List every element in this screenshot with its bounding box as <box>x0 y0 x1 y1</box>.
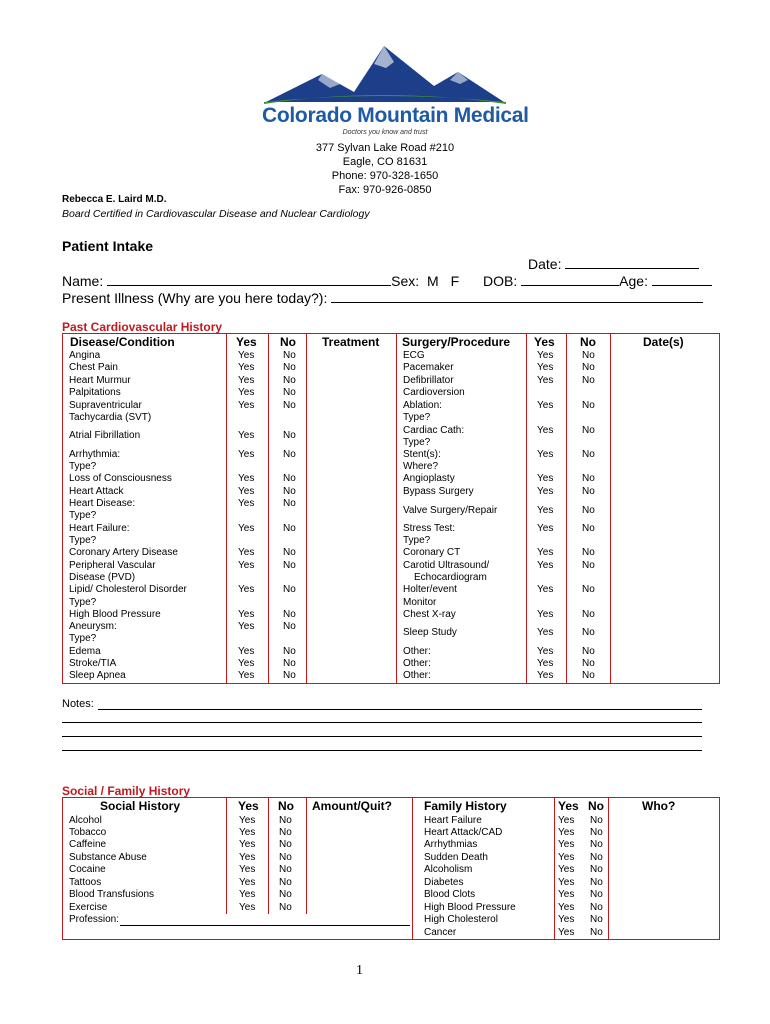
condition-row-yes-option[interactable]: Yes <box>238 584 255 595</box>
procedure-row-yes-option[interactable]: Yes <box>537 473 554 484</box>
condition-row-label: Heart Disease: <box>69 498 136 509</box>
family-row-no-option[interactable]: No <box>590 877 603 888</box>
dob-label: DOB: <box>483 273 518 289</box>
procedure-row-label: Cardiac Cath: <box>403 425 465 436</box>
illness-field[interactable] <box>331 290 703 303</box>
procedure-row-label: Stent(s): <box>403 449 441 460</box>
notes-line[interactable] <box>62 722 702 723</box>
procedure-row-no-option[interactable]: No <box>582 627 595 638</box>
header-dates: Date(s) <box>643 335 684 349</box>
condition-row-yes-option[interactable]: Yes <box>238 350 255 361</box>
social-row-yes-option[interactable]: Yes <box>239 815 256 826</box>
social-row-no-option[interactable]: No <box>279 815 292 826</box>
procedure-row-label: Bypass Surgery <box>403 486 474 497</box>
procedure-row-no-option[interactable]: No <box>582 670 595 681</box>
condition-row-label: Heart Attack <box>69 486 124 497</box>
header-social-yes: Yes <box>238 799 259 813</box>
address-city: Eagle, CO 81631 <box>342 156 428 168</box>
condition-row-label: Tachycardia (SVT) <box>69 412 152 423</box>
social-row-no-option[interactable]: No <box>279 864 292 875</box>
notes-label: Notes: <box>62 698 94 710</box>
condition-row-label: Atrial Fibrillation <box>69 430 141 441</box>
procedure-row-no-option[interactable]: No <box>582 560 595 571</box>
condition-row-label: Angina <box>69 350 101 361</box>
family-row-yes-option[interactable]: Yes <box>558 839 575 850</box>
procedure-row-yes-option[interactable]: Yes <box>537 658 554 669</box>
condition-row-no-option[interactable]: No <box>283 498 296 509</box>
procedure-row-yes-option[interactable]: Yes <box>537 646 554 657</box>
procedure-row-no-option[interactable]: No <box>582 547 595 558</box>
header-yes: Yes <box>236 335 257 349</box>
procedure-row-no-option[interactable]: No <box>582 375 595 386</box>
phone: Phone: 970-328-1650 <box>331 170 439 182</box>
condition-row-label: Aneurysm: <box>69 621 117 632</box>
family-row-label: Arrhythmias <box>424 839 478 850</box>
social-row-label: Blood Transfusions <box>69 889 155 900</box>
condition-row-yes-option[interactable]: Yes <box>238 547 255 558</box>
family-row-label: Heart Failure <box>424 815 482 826</box>
procedure-row-no-option[interactable]: No <box>582 646 595 657</box>
condition-row-yes-option[interactable]: Yes <box>238 609 255 620</box>
family-row-no-option[interactable]: No <box>590 927 603 938</box>
procedure-row-yes-option[interactable]: Yes <box>537 425 554 436</box>
family-row-yes-option[interactable]: Yes <box>558 927 575 938</box>
condition-row-yes-option[interactable]: Yes <box>238 473 255 484</box>
procedure-row-label: Coronary CT <box>403 547 461 558</box>
age-field[interactable] <box>652 273 712 286</box>
procedure-row-yes-option[interactable]: Yes <box>537 362 554 373</box>
condition-row-yes-option[interactable]: Yes <box>238 400 255 411</box>
condition-row-yes-option[interactable]: Yes <box>238 670 255 681</box>
cardio-table <box>62 333 720 684</box>
sex-m-option[interactable]: M <box>427 273 439 289</box>
family-row-label: Blood Clots <box>424 889 476 900</box>
header-treatment: Treatment <box>322 335 380 349</box>
condition-row-no-option[interactable]: No <box>283 362 296 373</box>
family-row-label: Diabetes <box>424 877 464 888</box>
condition-row-yes-option[interactable]: Yes <box>238 387 255 398</box>
procedure-row-no-option[interactable]: No <box>582 473 595 484</box>
condition-row-label: Type? <box>69 597 97 608</box>
header-yes2: Yes <box>534 335 555 349</box>
condition-row-label: Lipid/ Cholesterol Disorder <box>69 584 187 595</box>
procedure-row-yes-option[interactable]: Yes <box>537 560 554 571</box>
social-row-label: Profession: <box>69 914 120 925</box>
family-row-yes-option[interactable]: Yes <box>558 877 575 888</box>
header-family-no: No <box>588 799 604 813</box>
condition-row-no-option[interactable]: No <box>283 560 296 571</box>
family-row-no-option[interactable]: No <box>590 914 603 925</box>
condition-row-label: Chest Pain <box>69 362 118 373</box>
procedure-row-no-option[interactable]: No <box>582 609 595 620</box>
brand-name: Colorado Mountain Medical <box>262 104 529 127</box>
name-field[interactable] <box>107 273 391 286</box>
procedure-row-no-option[interactable]: No <box>582 505 595 516</box>
social-row-no-option[interactable]: No <box>279 877 292 888</box>
procedure-row-label: Ablation: <box>403 400 442 411</box>
cardio-section-title: Past Cardiovascular History <box>62 320 223 334</box>
social-row-label: Alcohol <box>69 815 102 826</box>
condition-row-label: Sleep Apnea <box>69 670 126 681</box>
family-row-no-option[interactable]: No <box>590 852 603 863</box>
family-row-no-option[interactable]: No <box>590 864 603 875</box>
condition-row-no-option[interactable]: No <box>283 646 296 657</box>
social-section-title: Social / Family History <box>62 784 191 798</box>
condition-row-no-option[interactable]: No <box>283 584 296 595</box>
procedure-row-no-option[interactable]: No <box>582 400 595 411</box>
condition-row-no-option[interactable]: No <box>283 523 296 534</box>
profession-field[interactable] <box>120 925 410 926</box>
family-row-yes-option[interactable]: Yes <box>558 815 575 826</box>
procedure-row-label: Type? <box>403 437 431 448</box>
social-row-no-option[interactable]: No <box>279 852 292 863</box>
condition-row-no-option[interactable]: No <box>283 400 296 411</box>
social-row-label: Caffeine <box>69 839 107 850</box>
social-row-no-option[interactable]: No <box>279 889 292 900</box>
condition-row-yes-option[interactable]: Yes <box>238 430 255 441</box>
family-row-yes-option[interactable]: Yes <box>558 902 575 913</box>
procedure-row-label: Echocardiogram <box>414 572 487 583</box>
procedure-row-label: Pacemaker <box>403 362 454 373</box>
condition-row-yes-option[interactable]: Yes <box>238 498 255 509</box>
procedure-row-label: Defibrillator <box>403 375 454 386</box>
condition-row-no-option[interactable]: No <box>283 387 296 398</box>
procedure-row-yes-option[interactable]: Yes <box>537 584 554 595</box>
condition-row-label: Heart Murmur <box>69 375 131 386</box>
procedure-row-label: Type? <box>403 535 431 546</box>
procedure-row-yes-option[interactable]: Yes <box>537 523 554 534</box>
condition-row-label: Type? <box>69 535 97 546</box>
procedure-row-yes-option[interactable]: Yes <box>537 609 554 620</box>
social-row-yes-option[interactable]: Yes <box>239 839 256 850</box>
family-row-label: Cancer <box>424 927 457 938</box>
family-row-no-option[interactable]: No <box>590 827 603 838</box>
family-row-yes-option[interactable]: Yes <box>558 852 575 863</box>
age-label: Age: <box>619 273 648 289</box>
condition-row-label: Type? <box>69 461 97 472</box>
procedure-row-no-option[interactable]: No <box>582 449 595 460</box>
family-row-yes-option[interactable]: Yes <box>558 889 575 900</box>
header-amount: Amount/Quit? <box>312 799 392 813</box>
family-row-no-option[interactable]: No <box>590 889 603 900</box>
condition-row-yes-option[interactable]: Yes <box>238 449 255 460</box>
social-row-yes-option[interactable]: Yes <box>239 877 256 888</box>
procedure-row-label: Valve Surgery/Repair <box>403 505 498 516</box>
fax: Fax: 970-926-0850 <box>338 184 432 196</box>
condition-row-yes-option[interactable]: Yes <box>238 658 255 669</box>
procedure-row-label: Other: <box>403 658 431 669</box>
procedure-row-no-option[interactable]: No <box>582 486 595 497</box>
procedure-row-no-option[interactable]: No <box>582 350 595 361</box>
procedure-row-label: Type? <box>403 412 431 423</box>
procedure-row-yes-option[interactable]: Yes <box>537 400 554 411</box>
condition-row-label: Heart Failure: <box>69 523 130 534</box>
family-row-label: Heart Attack/CAD <box>424 827 503 838</box>
procedure-row-yes-option[interactable]: Yes <box>537 670 554 681</box>
condition-row-label: Peripheral Vascular <box>69 560 156 571</box>
condition-row-no-option[interactable]: No <box>283 449 296 460</box>
procedure-row-label: Angioplasty <box>403 473 455 484</box>
condition-row-label: Supraventricular <box>69 400 142 411</box>
header-social: Social History <box>100 799 181 813</box>
condition-row-no-option[interactable]: No <box>283 350 296 361</box>
condition-row-no-option[interactable]: No <box>283 658 296 669</box>
condition-row-yes-option[interactable]: Yes <box>238 646 255 657</box>
header-no: No <box>280 335 296 349</box>
procedure-row-yes-option[interactable]: Yes <box>537 350 554 361</box>
notes-line[interactable] <box>62 736 702 737</box>
social-row-label: Tobacco <box>69 827 107 838</box>
condition-row-label: Type? <box>69 510 97 521</box>
social-row-yes-option[interactable]: Yes <box>239 827 256 838</box>
header-social-no: No <box>278 799 294 813</box>
procedure-row-yes-option[interactable]: Yes <box>537 505 554 516</box>
condition-row-yes-option[interactable]: Yes <box>238 375 255 386</box>
condition-row-yes-option[interactable]: Yes <box>238 621 255 632</box>
social-row-yes-option[interactable]: Yes <box>239 852 256 863</box>
sex-label: Sex: <box>391 273 420 289</box>
page-number: 1 <box>356 963 363 978</box>
procedure-row-label: Chest X-ray <box>403 609 456 620</box>
social-row-label: Cocaine <box>69 864 106 875</box>
date-field[interactable] <box>565 256 699 269</box>
social-row-label: Exercise <box>69 902 108 913</box>
doctor-certification: Board Certified in Cardiovascular Disease and Nuclear Cardiology <box>62 208 370 220</box>
procedure-row-yes-option[interactable]: Yes <box>537 449 554 460</box>
illness-label: Present Illness (Why are you here today?): <box>62 290 328 306</box>
header-who: Who? <box>642 799 676 813</box>
procedure-row-no-option[interactable]: No <box>582 658 595 669</box>
social-row-label: Substance Abuse <box>69 852 147 863</box>
condition-row-no-option[interactable]: No <box>283 430 296 441</box>
family-row-yes-option[interactable]: Yes <box>558 864 575 875</box>
illness-row <box>62 290 703 306</box>
condition-row-label: Stroke/TIA <box>69 658 117 669</box>
procedure-row-label: Other: <box>403 670 431 681</box>
condition-row-label: Loss of Consciousness <box>69 473 172 484</box>
condition-row-label: Disease (PVD) <box>69 572 136 583</box>
family-row-yes-option[interactable]: Yes <box>558 914 575 925</box>
family-row-label: Alcoholism <box>424 864 473 875</box>
dob-field[interactable] <box>521 273 619 286</box>
name-label: Name: <box>62 273 104 289</box>
procedure-row-yes-option[interactable]: Yes <box>537 486 554 497</box>
family-row-no-option[interactable]: No <box>590 839 603 850</box>
date-label: Date: <box>528 256 562 272</box>
condition-row-label: High Blood Pressure <box>69 609 161 620</box>
social-row-yes-option[interactable]: Yes <box>239 889 256 900</box>
header-disease: Disease/Condition <box>70 335 175 349</box>
name-row <box>62 273 712 289</box>
family-row-label: High Blood Pressure <box>424 902 516 913</box>
condition-row-no-option[interactable]: No <box>283 621 296 632</box>
condition-row-label: Edema <box>69 646 101 657</box>
condition-row-label: Arrhythmia: <box>69 449 121 460</box>
social-row-no-option[interactable]: No <box>279 902 292 913</box>
address-line: 377 Sylvan Lake Road #210 <box>315 142 455 154</box>
procedure-row-label: Other: <box>403 646 431 657</box>
condition-row-no-option[interactable]: No <box>283 609 296 620</box>
notes-line[interactable] <box>62 750 702 751</box>
header-surgery: Surgery/Procedure <box>402 335 511 349</box>
procedure-row-label: Sleep Study <box>403 627 457 638</box>
condition-row-no-option[interactable]: No <box>283 670 296 681</box>
condition-row-no-option[interactable]: No <box>283 547 296 558</box>
procedure-row-no-option[interactable]: No <box>582 425 595 436</box>
condition-row-yes-option[interactable]: Yes <box>238 560 255 571</box>
procedure-row-no-option[interactable]: No <box>582 523 595 534</box>
procedure-row-label: Where? <box>403 461 439 472</box>
social-row-yes-option[interactable]: Yes <box>239 902 256 913</box>
procedure-row-label: ECG <box>403 350 425 361</box>
tagline: Doctors you know and trust <box>342 129 428 136</box>
condition-row-no-option[interactable]: No <box>283 473 296 484</box>
procedure-row-yes-option[interactable]: Yes <box>537 375 554 386</box>
social-table <box>62 797 720 940</box>
procedure-row-no-option[interactable]: No <box>582 584 595 595</box>
procedure-row-label: Cardioversion <box>403 387 465 398</box>
condition-row-label: Coronary Artery Disease <box>69 547 178 558</box>
procedure-row-label: Holter/event <box>403 584 457 595</box>
procedure-row-label: Monitor <box>403 597 437 608</box>
condition-row-no-option[interactable]: No <box>283 375 296 386</box>
page-title: Patient Intake <box>62 238 154 254</box>
notes-line[interactable] <box>98 709 702 710</box>
condition-row-label: Palpitations <box>69 387 121 398</box>
condition-row-yes-option[interactable]: Yes <box>238 362 255 373</box>
social-row-yes-option[interactable]: Yes <box>239 864 256 875</box>
header-family-yes: Yes <box>558 799 579 813</box>
family-row-no-option[interactable]: No <box>590 902 603 913</box>
sex-f-option[interactable]: F <box>450 273 460 289</box>
condition-row-label: Type? <box>69 633 97 644</box>
condition-row-yes-option[interactable]: Yes <box>238 523 255 534</box>
header-family: Family History <box>424 799 507 813</box>
procedure-row-label: Stress Test: <box>403 523 456 534</box>
family-row-label: High Cholesterol <box>424 914 498 925</box>
procedure-row-no-option[interactable]: No <box>582 362 595 373</box>
family-row-yes-option[interactable]: Yes <box>558 827 575 838</box>
family-row-label: Sudden Death <box>424 852 488 863</box>
family-row-no-option[interactable]: No <box>590 815 603 826</box>
doctor-name: Rebecca E. Laird M.D. <box>62 194 167 205</box>
condition-row-no-option[interactable]: No <box>283 486 296 497</box>
procedure-row-label: Carotid Ultrasound/ <box>403 560 490 571</box>
social-row-no-option[interactable]: No <box>279 839 292 850</box>
date-row <box>528 256 699 272</box>
social-row-label: Tattoos <box>69 877 102 888</box>
procedure-row-yes-option[interactable]: Yes <box>537 547 554 558</box>
social-row-no-option[interactable]: No <box>279 827 292 838</box>
condition-row-yes-option[interactable]: Yes <box>238 486 255 497</box>
procedure-row-yes-option[interactable]: Yes <box>537 627 554 638</box>
header-no2: No <box>580 335 596 349</box>
